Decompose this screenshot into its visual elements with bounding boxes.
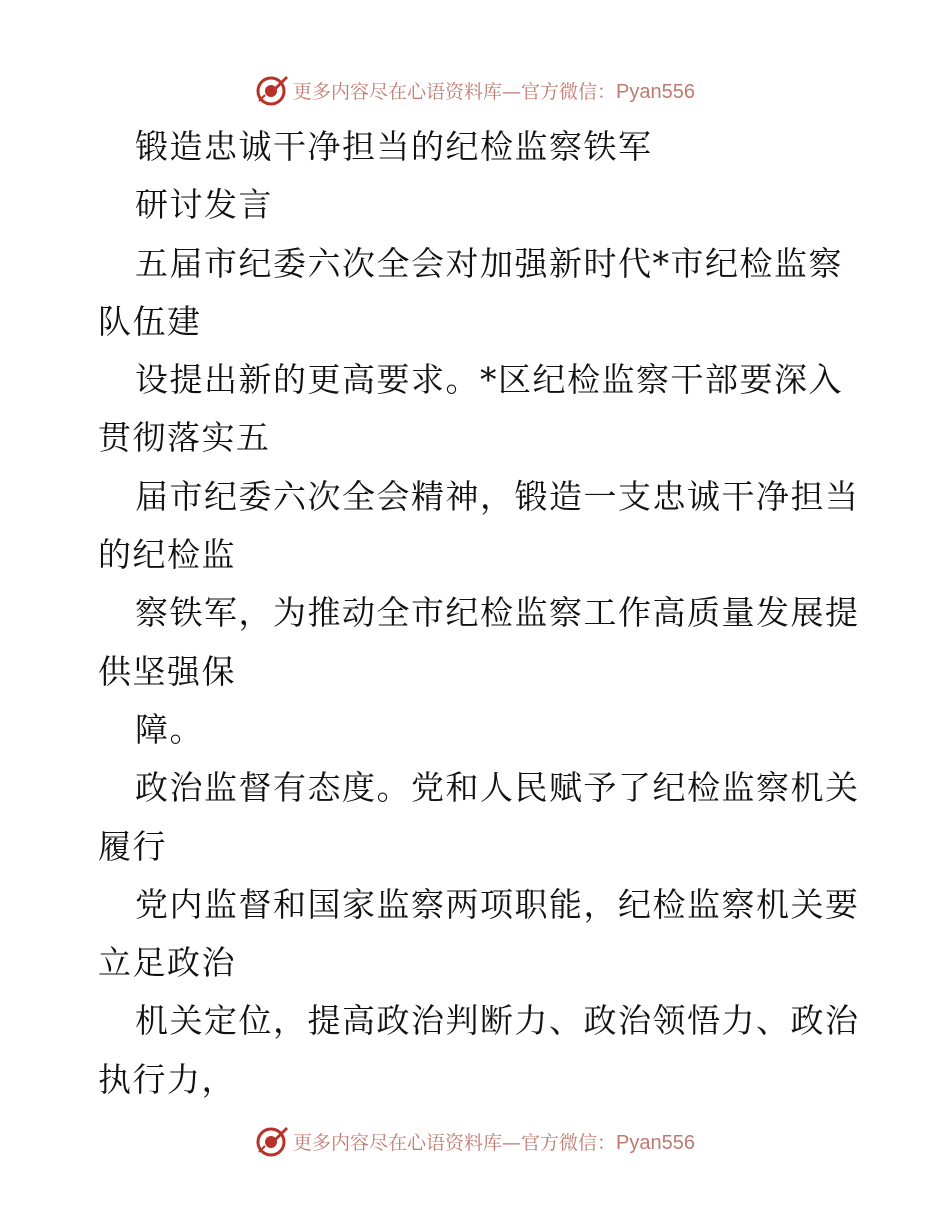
footer-dash: — xyxy=(502,1131,522,1154)
doc-line: 察铁军，为推动全市纪检监察工作高质量发展提 xyxy=(135,593,860,633)
doc-line: 的纪检监 xyxy=(98,535,236,575)
doc-line: 党内监督和国家监察两项职能，纪检监察机关要 xyxy=(135,884,860,924)
doc-line: 机关定位，提高政治判断力、政治领悟力、政治 xyxy=(135,1001,860,1041)
document-body xyxy=(98,118,858,1109)
doc-line: 执行力， xyxy=(98,1059,236,1099)
doc-line: 贯彻落实五 xyxy=(98,418,271,458)
header-site-text: 更多内容尽在心语资料库 xyxy=(293,80,503,103)
brush-logo-icon xyxy=(255,73,289,107)
footer-site-text: 更多内容尽在心语资料库 xyxy=(293,1131,503,1154)
doc-line: 队伍建 xyxy=(98,301,202,341)
doc-subtitle: 研讨发言 xyxy=(135,185,273,225)
brush-logo-icon xyxy=(255,1124,289,1158)
doc-line: 政治监督有态度。党和人民赋予了纪检监察机关 xyxy=(135,768,860,808)
doc-line: 设提出新的更高要求。*区纪检监察干部要深入 xyxy=(135,360,843,400)
doc-line: 五届市纪委六次全会对加强新时代*市纪检监察 xyxy=(135,243,843,283)
footer-banner xyxy=(0,1121,950,1161)
doc-line: 立足政治 xyxy=(98,943,236,983)
doc-title: 锻造忠诚干净担当的纪检监察铁军 xyxy=(135,127,653,166)
header-dash: — xyxy=(502,80,522,103)
header-banner xyxy=(0,70,950,110)
doc-line: 履行 xyxy=(98,826,167,866)
doc-line: 供坚强保 xyxy=(98,651,236,691)
footer-wechat-id: Pyan556 xyxy=(616,1131,695,1154)
footer-wechat-label: 官方微信： xyxy=(521,1131,617,1154)
doc-line: 障。 xyxy=(135,709,204,749)
header-wechat-id: Pyan556 xyxy=(616,80,695,103)
header-wechat-label: 官方微信： xyxy=(521,80,617,103)
doc-line: 届市纪委六次全会精神，锻造一支忠诚干净担当 xyxy=(135,476,860,516)
